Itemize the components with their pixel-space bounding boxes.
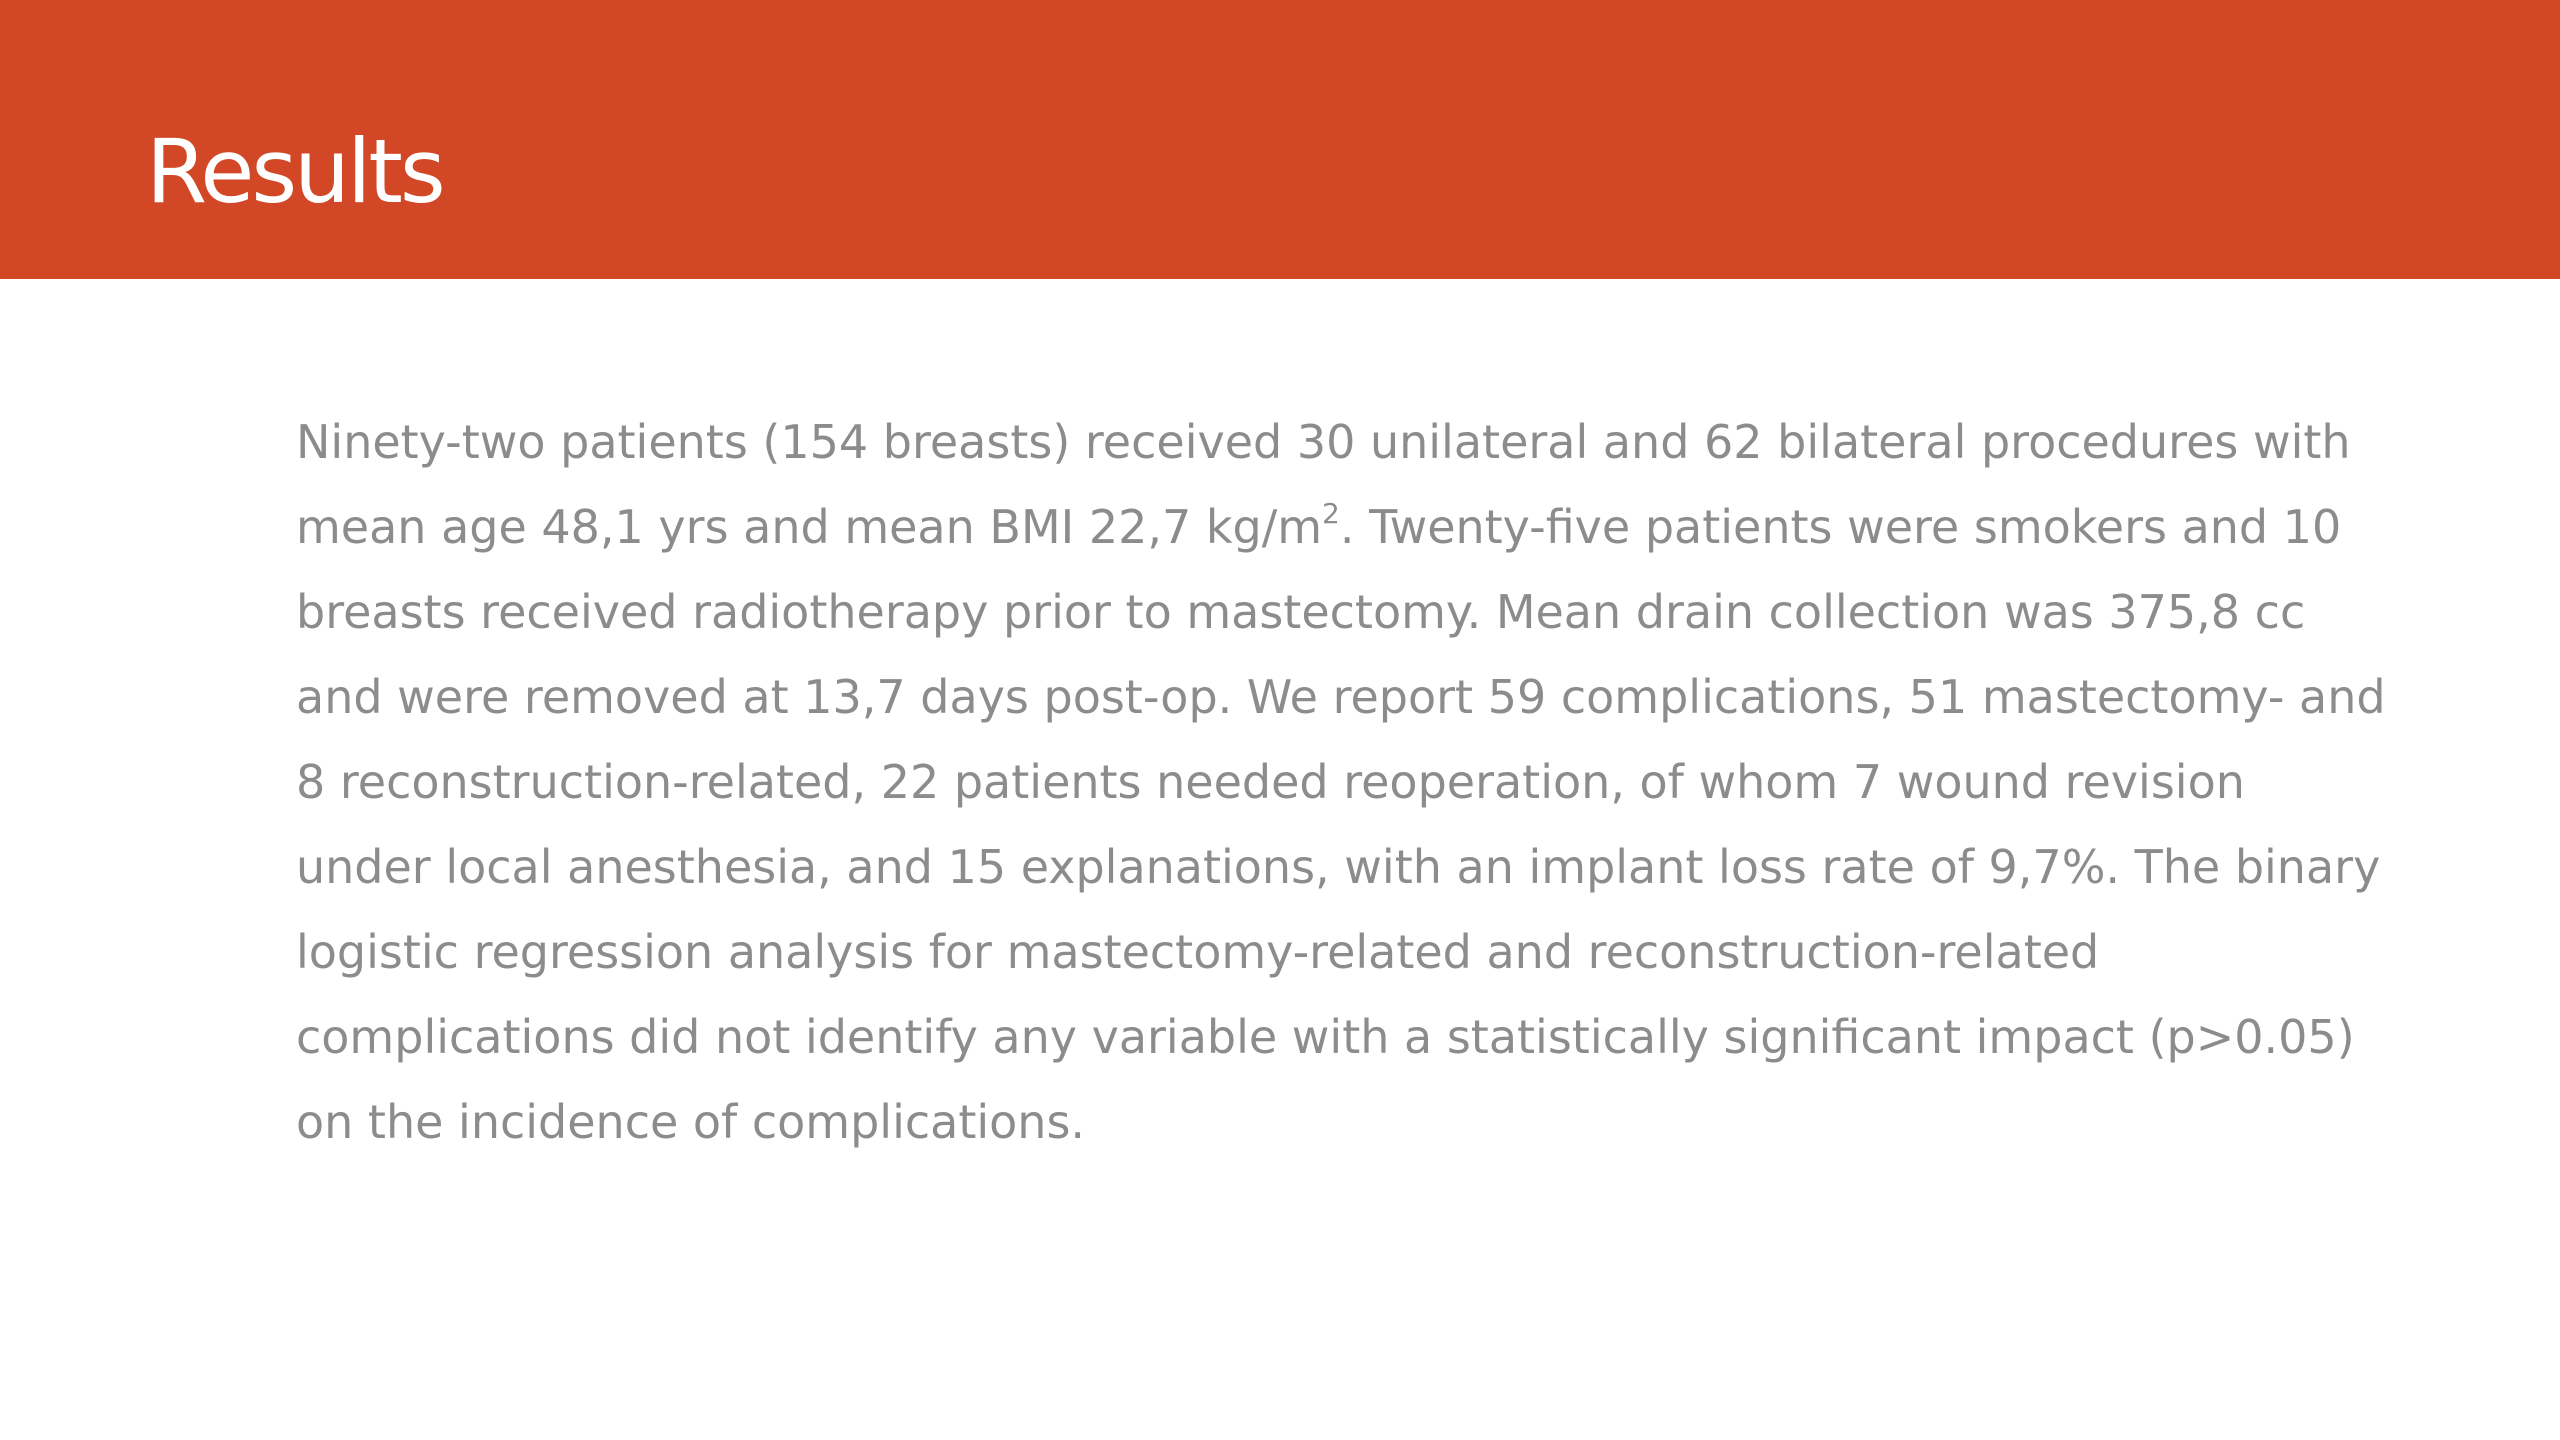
paragraph-line-5: 8 reconstruction-related, 22 patients needed reoperation, of whom 7 wound revision [296, 755, 2245, 809]
line-2-text-continued: . Twenty-five patients were smokers and 10 [1339, 500, 2342, 554]
title-band [0, 0, 2560, 279]
paragraph-line-2 [296, 485, 2376, 570]
paragraph-line-3: breasts received radiotherapy prior to mastectomy. Mean drain collection was 375,8 cc [296, 585, 2306, 639]
paragraph-line-4: and were removed at 13,7 days post-op. We report 59 complications, 51 mastectomy- and [296, 670, 2386, 724]
line-2-text: mean age 48,1 yrs and mean BMI 22,7 kg/m [296, 500, 1323, 554]
paragraph-line-8: complications did not identify any variable with a statistically significant impact (p>0.05) [296, 1010, 2355, 1064]
paragraph-line-7: logistic regression analysis for mastectomy-related and reconstruction-related [296, 925, 2100, 979]
results-paragraph [296, 400, 2386, 1165]
paragraph-line-1: Ninety-two patients (154 breasts) received 30 unilateral and 62 bilateral procedures with [296, 415, 2351, 469]
squared-superscript: 2 [1322, 496, 1340, 530]
paragraph-line-9: on the incidence of complications. [296, 1095, 1086, 1149]
paragraph-line-6: under local anesthesia, and 15 explanations, with an implant loss rate of 9,7%. The binary [296, 840, 2381, 894]
slide-title: Results [146, 120, 443, 223]
